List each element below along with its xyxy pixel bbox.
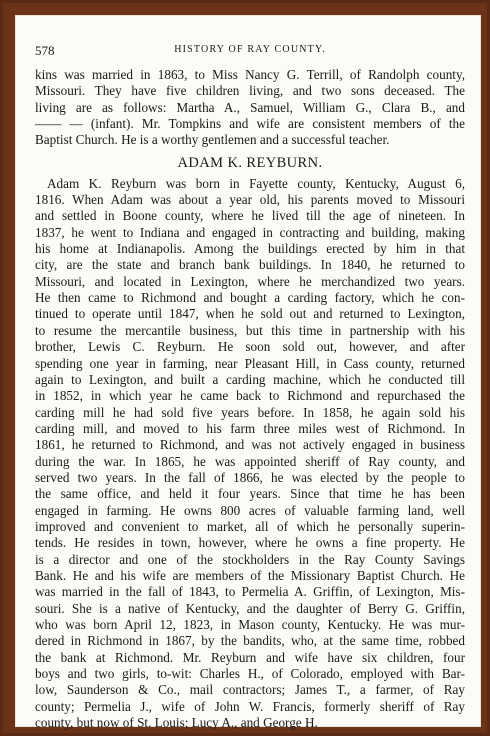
- text-line: county; Permelia J., wife of John W. Francis, formerly sheriff of Ray: [35, 698, 465, 714]
- text-line: city, are the state and branch bank buildings. In 1840, he returned to: [35, 257, 465, 273]
- text-line: in 1852, in which year he came back to Richmond and repurchased the: [35, 388, 465, 404]
- text-line: again to Lexington, and built a carding machine, which he conducted till: [35, 371, 465, 387]
- text-line: Baptist Church. He is a worthy gentlemen and a successful teacher.: [35, 132, 390, 148]
- text-line: county, but now of St. Louis; Lucy A., and George H.: [35, 715, 318, 731]
- text-line: souri. She is a native of Kentucky, and the daughter of Berry G. Griffin,: [35, 600, 465, 616]
- text-line: spending one year in farming, near Pleasant Hill, in Cass county, returned: [35, 355, 465, 371]
- text-line: engaged in farming. He owns 800 acres of valuable farming land, well: [35, 502, 465, 518]
- text-line: tends. He resides in town, however, where he owns a fine property. He: [35, 535, 465, 551]
- page-number: 578: [35, 43, 55, 58]
- text-line: Adam K. Reyburn was born in Fayette county, Kentucky, August 6,: [47, 175, 465, 191]
- text-line: improved and convenient to market, all of which he personally superin-: [35, 518, 465, 534]
- running-title: HISTORY OF RAY COUNTY.: [174, 44, 326, 55]
- intro-paragraph: [35, 67, 465, 149]
- text-line: 1837, he went to Indiana and engaged in contracting and building, making: [35, 224, 465, 240]
- text-line: was married in the fall of 1843, to Permelia A. Griffin, of Lexington, Mis-: [35, 584, 465, 600]
- text-line: dered in Richmond in 1867, by the bandits, who, at the same time, robbed: [35, 633, 465, 649]
- text-line: who was born April 12, 1823, in Mason county, Kentucky. He was mur-: [35, 617, 465, 632]
- text-line: —— — (infant). Mr. Tompkins and wife are consistent members of the: [35, 116, 465, 132]
- text-line: living are as follows: Martha A., Samuel, William G., Clara B., and: [35, 99, 465, 115]
- section-heading: ADAM K. REYBURN.: [177, 154, 323, 171]
- text-line: 1816. When Adam was about a year old, his parents moved to Missouri: [35, 192, 465, 208]
- text-line: kins was married in 1863, to Miss Nancy G. Terrill, of Randolph county,: [35, 67, 465, 82]
- text-line: served two years. In the fall of 1866, he was elected by the people to: [35, 469, 465, 485]
- text-line: the same office, and held it four years. Since that time he has been: [35, 486, 465, 502]
- book-page: [15, 15, 481, 731]
- text-line: brother, Lewis C. Reyburn. He soon sold out, however, and after: [35, 339, 465, 355]
- text-line: carding mill he had sold five years before. In 1858, he again sold his: [35, 404, 465, 420]
- page-content: [35, 43, 465, 731]
- text-line: boys and two girls, to-wit: Charles H., of Colorado, employed with Bar-: [35, 666, 465, 682]
- text-line: his home at Indianapolis. Among the buildings erected by him in that: [35, 241, 465, 257]
- text-line: to resume the mercantile business, but this time in partnership with his: [35, 322, 465, 338]
- biography-paragraph: [35, 176, 465, 732]
- text-line: low, Saunderson & Co., mail contractors; James T., a farmer, of Ray: [35, 682, 465, 698]
- text-line: Bank. He and his wife are members of the Missionary Baptist Church. He: [35, 567, 465, 583]
- text-line: carding mill, and moved to his farm three miles west of Richmond. In: [35, 420, 465, 436]
- text-line: is a director and one of the stockholders in the Ray County Savings: [35, 551, 465, 567]
- text-line: He then came to Richmond and bought a carding factory, which he con-: [35, 290, 465, 306]
- text-line: during the war. In 1865, he was appointed sheriff of Ray county, and: [35, 453, 465, 469]
- page-header: [35, 43, 465, 67]
- text-line: and settled in Boone county, where he lived till the age of nineteen. In: [35, 208, 465, 224]
- text-line: the bank at Richmond. Mr. Reyburn and wife have six children, four: [35, 649, 465, 665]
- text-line: Missouri. They have five children living, and two sons deceased. The: [35, 83, 465, 99]
- page-border: [3, 3, 487, 733]
- text-line: Missouri, and located in Lexington, where he merchandized two years.: [35, 273, 465, 289]
- text-line: 1861, he returned to Richmond, and was not actively engaged in business: [35, 437, 465, 453]
- text-line: tinued to operate until 1847, when he sold out and returned to Lexington,: [35, 306, 465, 322]
